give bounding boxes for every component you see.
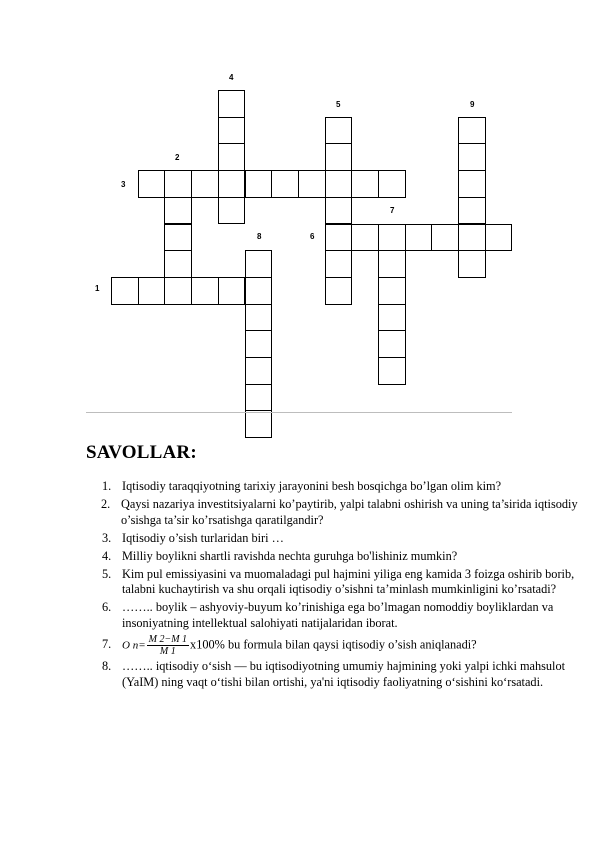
divider-line — [86, 412, 512, 413]
question-7: 7. O n= $\frac{M 2-M 1}{M 1}$ x100% bu formula bilan qaysi iqtisodiy o’sish aniqlanadi? — [102, 633, 477, 657]
crossword-cell[interactable] — [245, 304, 273, 332]
clue-number-1: 1 — [95, 284, 100, 293]
crossword-cell[interactable] — [378, 277, 406, 305]
clue-number-4: 4 — [229, 73, 234, 82]
crossword-cell[interactable] — [378, 304, 406, 332]
crossword-cell[interactable] — [458, 170, 486, 198]
crossword-cell[interactable] — [245, 384, 273, 412]
crossword-cell[interactable] — [111, 277, 139, 305]
crossword-grid — [0, 0, 596, 420]
crossword-cell[interactable] — [138, 277, 166, 305]
crossword-cell[interactable] — [271, 170, 299, 198]
crossword-cell[interactable] — [245, 170, 273, 198]
crossword-cell[interactable] — [325, 143, 353, 171]
crossword-cell[interactable] — [138, 170, 166, 198]
crossword-cell[interactable] — [351, 170, 379, 198]
crossword-cell[interactable] — [431, 224, 459, 252]
crossword-cell[interactable] — [218, 277, 246, 305]
crossword-cell[interactable] — [218, 117, 246, 145]
formula-lhs: O n= — [122, 638, 146, 651]
clue-number-9: 9 — [470, 100, 475, 109]
crossword-cell[interactable] — [164, 170, 192, 198]
section-heading: SAVOLLAR: — [86, 442, 197, 463]
question-8: 8. …….. iqtisodiy o‘sish — bu iqtisodiyotning umumiy hajmining yoki yalpi ichki mahsulot (YaIM) ning vaqt o‘tishi bilan ortishi, ya'ni iqtisodiy faoliyatning o‘sishini ko‘rsatadi. — [102, 659, 566, 689]
crossword-cell[interactable] — [164, 250, 192, 278]
crossword-cell[interactable] — [245, 277, 273, 305]
crossword-cell[interactable] — [164, 277, 192, 305]
question-4: 4. Milliy boylikni shartli ravishda nechta guruhga bo'lishiniz mumkin? — [102, 548, 458, 563]
crossword-cell[interactable] — [378, 170, 406, 198]
crossword-cell[interactable] — [218, 90, 246, 118]
crossword-cell[interactable] — [458, 224, 486, 252]
crossword-cell[interactable] — [378, 250, 406, 278]
formula-fraction: $\frac{M 2-M 1}{M 1}$ — [148, 633, 188, 657]
crossword-cell[interactable] — [245, 250, 273, 278]
crossword-cell[interactable] — [458, 197, 486, 225]
question-5: 5. Kim pul emissiyasini va muomaladagi pul hajmini yiliga eng kamida 3 foizga oshirib borib, talabni kuchaytirish va shu orqali iqtisodiy o’sishni ta’minlash mumkinligini ko’rsatadi? — [102, 566, 575, 596]
clue-number-3: 3 — [121, 180, 126, 189]
crossword-cell[interactable] — [378, 357, 406, 385]
crossword-cell[interactable] — [378, 224, 406, 252]
clue-number-6: 6 — [310, 232, 315, 241]
crossword-cell[interactable] — [164, 197, 192, 225]
questions-list — [96, 479, 591, 693]
question-1: 1. Iqtisodiy taraqqiyotning tarixiy jarayonini besh bosqichga bo’lgan olim kim? — [102, 479, 502, 493]
crossword-cell[interactable] — [325, 117, 353, 145]
clue-number-2: 2 — [175, 153, 180, 162]
crossword-cell[interactable] — [191, 170, 219, 198]
question-2: 2. Qaysi nazariya investitsiyalarni ko’paytirib, yalpi talabni oshirish va uning ta’sirida iqtisodiy o’sishga ta’sir ko’rsatishga qaratilgandir? — [101, 497, 578, 527]
crossword-cell[interactable] — [245, 330, 273, 358]
question-6: 6. …….. boylik – ashyoviy-buyum ko’rinishiga ega bo’lmagan nomoddiy boyliklardan va insoniyatning intellektual salohiyati natijalaridan iborat. — [102, 600, 554, 630]
crossword-cell[interactable] — [245, 410, 273, 438]
crossword-cell[interactable] — [485, 224, 513, 252]
crossword-cell[interactable] — [351, 224, 379, 252]
crossword-cell[interactable] — [458, 250, 486, 278]
crossword-cell[interactable] — [325, 277, 353, 305]
crossword-cell[interactable] — [325, 250, 353, 278]
crossword-cell[interactable] — [405, 224, 433, 252]
crossword-cell[interactable] — [325, 197, 353, 225]
clue-number-5: 5 — [336, 100, 341, 109]
crossword-cell[interactable] — [458, 117, 486, 145]
crossword-cell[interactable] — [218, 197, 246, 225]
crossword-cell[interactable] — [164, 224, 192, 252]
crossword-cell[interactable] — [325, 170, 353, 198]
clue-number-7: 7 — [390, 206, 395, 215]
crossword-cell[interactable] — [218, 170, 246, 198]
crossword-cell[interactable] — [191, 277, 219, 305]
crossword-cell[interactable] — [325, 224, 353, 252]
question-3: 3. Iqtisodiy o’sish turlaridan biri … — [102, 530, 284, 545]
crossword-cell[interactable] — [218, 143, 246, 171]
crossword-cell[interactable] — [245, 357, 273, 385]
crossword-cell[interactable] — [458, 143, 486, 171]
clue-number-8: 8 — [257, 232, 262, 241]
crossword-cell[interactable] — [378, 330, 406, 358]
crossword-cell[interactable] — [298, 170, 326, 198]
